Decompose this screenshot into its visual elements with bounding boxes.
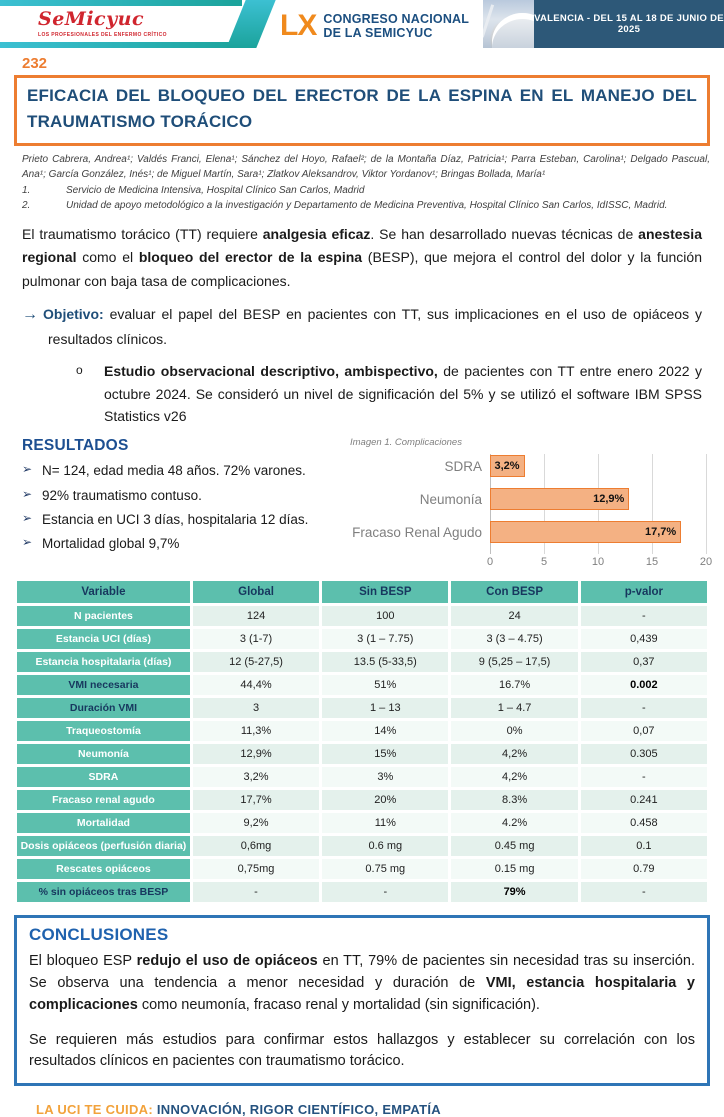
table-cell: 124 — [193, 606, 319, 626]
arrowhead-bullet-icon: ➢ — [22, 462, 33, 477]
table-row — [17, 652, 707, 672]
table-cell: 11,3% — [193, 721, 319, 741]
chart-bar — [490, 455, 525, 477]
text-segment: INNOVACIÓN, RIGOR CIENTÍFICO, EMPATÍA — [156, 1102, 441, 1117]
list-item — [22, 508, 344, 532]
table-row-label: Neumonía — [17, 744, 190, 764]
table-cell: 9 (5,25 – 17,5) — [451, 652, 577, 672]
chart-data-label: 12,9% — [593, 493, 625, 506]
chart-x-tick-label: 10 — [591, 556, 605, 569]
circle-bullet-icon: o — [76, 363, 83, 378]
table-cell: 0,37 — [581, 652, 707, 672]
conclusions-paragraph-2: Se requieren más estudios para confirmar estos hallazgos y establecer su correlación con los resultados clínicos en pacientes con traumatismo torácico. — [29, 1031, 695, 1070]
congress-header — [0, 0, 724, 48]
congress-title-line2: DE LA SEMICYUC — [323, 26, 433, 40]
table-row-label: Estancia hospitalaria (días) — [17, 652, 190, 672]
text-segment: evaluar el papel del BESP en pacientes con TT, sus implicaciones en el uso de opiáceos y resultados clínicos. — [48, 306, 702, 347]
result-item-text: Estancia en UCI 3 días, hospitalaria 12 días. — [42, 511, 309, 527]
table-cell: 12,9% — [193, 744, 319, 764]
affiliation-2-number: 2. — [22, 199, 31, 211]
text-segment: (BESP), que mejora el control del dolor y la función pulmonar con baja tasa de complicaciones. — [22, 249, 702, 289]
objective-line — [22, 302, 702, 350]
chart-bar — [490, 521, 681, 543]
table-cell: 3 — [193, 698, 319, 718]
table-row-label: SDRA — [17, 767, 190, 787]
table-cell: 3 (3 – 4.75) — [451, 629, 577, 649]
text-segment: como el — [76, 249, 139, 266]
table-cell: 9,2% — [193, 813, 319, 833]
result-item-text: N= 124, edad media 48 años. 72% varones. — [42, 463, 306, 479]
text-segment: El bloqueo ESP — [29, 953, 137, 970]
congress-title-block — [280, 0, 469, 48]
text-segment: El traumatismo torácico (TT) requiere — [22, 225, 263, 242]
table-row-label: Rescates opiáceos — [17, 859, 190, 879]
table-cell: 0.458 — [581, 813, 707, 833]
study-bullet — [76, 360, 702, 427]
table-cell: 0.305 — [581, 744, 707, 764]
table-cell: 44,4% — [193, 675, 319, 695]
chart-category-label: Neumonía — [419, 491, 482, 507]
affiliation-1-number: 1. — [22, 184, 31, 196]
table-row — [17, 859, 707, 879]
abstract-number: 232 — [22, 55, 48, 72]
chart-x-axis — [486, 554, 713, 570]
table-header-cell: Variable — [17, 581, 190, 603]
table-cell: 0.15 mg — [451, 859, 577, 879]
table-row — [17, 629, 707, 649]
table-cell: - — [581, 606, 707, 626]
list-item — [22, 484, 344, 508]
table-cell: 4,2% — [451, 744, 577, 764]
table-cell: 0.002 — [581, 675, 707, 695]
text-segment: de pacientes con TT entre enero 2022 y octubre 2024. Se consideró un nivel de significación del 5% y se utilizó el software IBM SPSS Statistics v26 — [104, 363, 702, 424]
text-segment: Estudio observacional descriptivo, ambispectivo, — [104, 363, 438, 380]
gridline — [706, 454, 707, 554]
table-cell: 0.1 — [581, 836, 707, 856]
table-row-label: % sin opiáceos tras BESP — [17, 882, 190, 902]
table-header-cell: Global — [193, 581, 319, 603]
chart-rows — [352, 454, 706, 544]
table-row-label: Estancia UCI (días) — [17, 629, 190, 649]
text-segment: en TT, 79% de pacientes sin necesidad tras su inserción. Se observa una tendencia a menor necesidad y duración de — [29, 953, 696, 992]
text-segment: . Se han desarrollado nuevas técnicas de — [370, 225, 639, 242]
affiliation-2 — [22, 198, 710, 213]
text-segment: VMI, estancia hospitalaria y complicaciones — [29, 975, 695, 1013]
table-cell: 0.241 — [581, 790, 707, 810]
text-segment: como neumonía, fracaso renal y mortalidad (sin significación). — [137, 996, 540, 1013]
result-item-text: Mortalidad global 9,7% — [42, 536, 180, 552]
table-row-label: Mortalidad — [17, 813, 190, 833]
chart-bar-row — [419, 487, 706, 511]
chart-x-tick-label: 20 — [699, 556, 713, 569]
table-cell: 1 – 4.7 — [451, 698, 577, 718]
intro-paragraph — [22, 223, 702, 294]
table-row — [17, 813, 707, 833]
table-cell: 8.3% — [451, 790, 577, 810]
congress-date-banner: VALENCIA - DEL 15 AL 18 DE JUNIO DE 2025 — [534, 0, 724, 48]
table-row-label: N pacientes — [17, 606, 190, 626]
results-column — [22, 437, 344, 570]
table-cell: 3 (1 – 7.75) — [322, 629, 448, 649]
table-cell: 13.5 (5-33,5) — [322, 652, 448, 672]
table-cell: - — [581, 767, 707, 787]
table-header-cell: Sin BESP — [322, 581, 448, 603]
table-header-cell: Con BESP — [451, 581, 577, 603]
table-header-row — [17, 581, 707, 603]
table-cell: 14% — [322, 721, 448, 741]
complications-chart — [344, 437, 713, 570]
table-cell: 4.2% — [451, 813, 577, 833]
page-title: EFICACIA DEL BLOQUEO DEL ERECTOR DE LA ESPINA EN EL MANEJO DEL TRAUMATISMO TORÁCICO — [27, 86, 697, 132]
chart-caption: Imagen 1. Complicaciones — [350, 437, 462, 449]
table-row-label: Traqueostomía — [17, 721, 190, 741]
table-row — [17, 606, 707, 626]
table-cell: 16.7% — [451, 675, 577, 695]
table-cell: 100 — [322, 606, 448, 626]
semicyuc-logo-tagline: LOS PROFESIONALES DEL ENFERMO CRÍTICO — [38, 32, 167, 38]
arrowhead-bullet-icon: ➢ — [22, 535, 33, 550]
poster-body — [0, 55, 724, 1117]
table-cell: 0,6mg — [193, 836, 319, 856]
text-segment: Objetivo: — [43, 306, 104, 323]
table-row — [17, 744, 707, 764]
table-cell: 1 – 13 — [322, 698, 448, 718]
table-cell: 20% — [322, 790, 448, 810]
conclusions-box — [14, 915, 710, 1086]
chart-category-label: Fracaso Renal Agudo — [352, 524, 482, 540]
congress-title-line1: CONGRESO NACIONAL — [323, 11, 470, 26]
congress-number: LX — [280, 9, 317, 42]
text-segment: anestesia regional — [22, 225, 702, 266]
table-cell: 4,2% — [451, 767, 577, 787]
table-row-label: Fracaso renal agudo — [17, 790, 190, 810]
chart-x-tick-label: 0 — [486, 556, 494, 569]
table-row — [17, 882, 707, 902]
conclusions-heading: CONCLUSIONES — [29, 925, 169, 945]
table-row — [17, 790, 707, 810]
table-cell: 0.45 mg — [451, 836, 577, 856]
table-cell: 11% — [322, 813, 448, 833]
text-segment: analgesia eficaz — [262, 225, 371, 242]
results-section — [22, 437, 713, 570]
table-cell: - — [322, 882, 448, 902]
objective-text — [43, 306, 702, 347]
conclusions-paragraph-1 — [29, 951, 695, 1016]
table-cell: 0,439 — [581, 629, 707, 649]
results-table-wrap — [14, 578, 710, 905]
table-row-label: Duración VMI — [17, 698, 190, 718]
table-row — [17, 721, 707, 741]
affiliation-1 — [22, 183, 710, 198]
table-cell: 0.6 mg — [322, 836, 448, 856]
authors-line: Prieto Cabrera, Andrea¹; Valdés Franci, Elena¹; Sánchez del Hoyo, Rafael²; de la Montaña Díaz, Patricia¹; Parra Esteban, Carolina¹; Delgado Pascual, Ana¹; García González, Inés¹; de Miguel Martín, Sara¹; Zlatkov Aleksandrov, Viktor Yordanov¹; Bringas Bollada, María¹ — [22, 153, 710, 181]
table-row — [17, 767, 707, 787]
table-cell: 3 (1-7) — [193, 629, 319, 649]
valencia-photo — [483, 0, 534, 48]
affiliation-2-text: Unidad de apoyo metodológico a la investigación y Departamento de Medicina Preventiva, Hospital Clínico San Carlos, IdISSC, Madrid. — [66, 199, 668, 211]
table-row-label: Dosis opiáceos (perfusión diaria) — [17, 836, 190, 856]
list-item — [22, 532, 344, 556]
list-item — [22, 459, 344, 483]
table-cell: 17,7% — [193, 790, 319, 810]
table-cell: 0% — [451, 721, 577, 741]
chart-data-label: 3,2% — [494, 460, 520, 473]
results-table — [14, 578, 710, 905]
table-row — [17, 836, 707, 856]
table-row — [17, 675, 707, 695]
table-cell: - — [193, 882, 319, 902]
table-cell: 0.79 — [581, 859, 707, 879]
chart-data-label: 17,7% — [644, 526, 677, 539]
table-cell: 12 (5-27,5) — [193, 652, 319, 672]
table-header-cell: p-valor — [581, 581, 707, 603]
chart-bar-row — [352, 520, 706, 544]
chart-x-tick-label: 15 — [645, 556, 659, 569]
table-cell: 79% — [451, 882, 577, 902]
table-row-label: VMI necesaria — [17, 675, 190, 695]
table-cell: 0,07 — [581, 721, 707, 741]
footer-slogan — [36, 1102, 710, 1117]
table-cell: 3,2% — [193, 767, 319, 787]
table-cell: 15% — [322, 744, 448, 764]
semicyuc-logo-text: SeMicyuc — [38, 8, 145, 30]
text-segment: bloqueo del erector de la espina — [138, 249, 363, 266]
chart-category-label: SDRA — [444, 458, 482, 474]
table-cell: 51% — [322, 675, 448, 695]
study-text — [104, 360, 702, 427]
arrowhead-bullet-icon: ➢ — [22, 486, 33, 501]
results-heading: RESULTADOS — [22, 437, 129, 455]
table-cell: 24 — [451, 606, 577, 626]
arrowhead-bullet-icon: ➢ — [22, 510, 33, 525]
table-cell: 0,75mg — [193, 859, 319, 879]
chart-bar — [490, 488, 629, 510]
results-list — [22, 459, 344, 556]
chart-bar-row — [444, 454, 706, 478]
result-item-text: 92% traumatismo contuso. — [42, 487, 202, 503]
title-box — [14, 75, 710, 146]
chart-x-tick-label: 5 — [540, 556, 548, 569]
text-segment: LA UCI TE CUIDA: — [36, 1102, 157, 1117]
table-row — [17, 698, 707, 718]
table-cell: - — [581, 882, 707, 902]
chart-plot-area — [352, 454, 706, 554]
semicyuc-logo — [0, 0, 242, 48]
table-cell: - — [581, 698, 707, 718]
table-cell: 3% — [322, 767, 448, 787]
arrow-icon: → — [22, 306, 38, 324]
text-segment: redujo el uso de opiáceos — [136, 953, 318, 970]
affiliation-1-text: Servicio de Medicina Intensiva, Hospital Clínico San Carlos, Madrid — [66, 184, 365, 196]
table-cell: 0.75 mg — [322, 859, 448, 879]
